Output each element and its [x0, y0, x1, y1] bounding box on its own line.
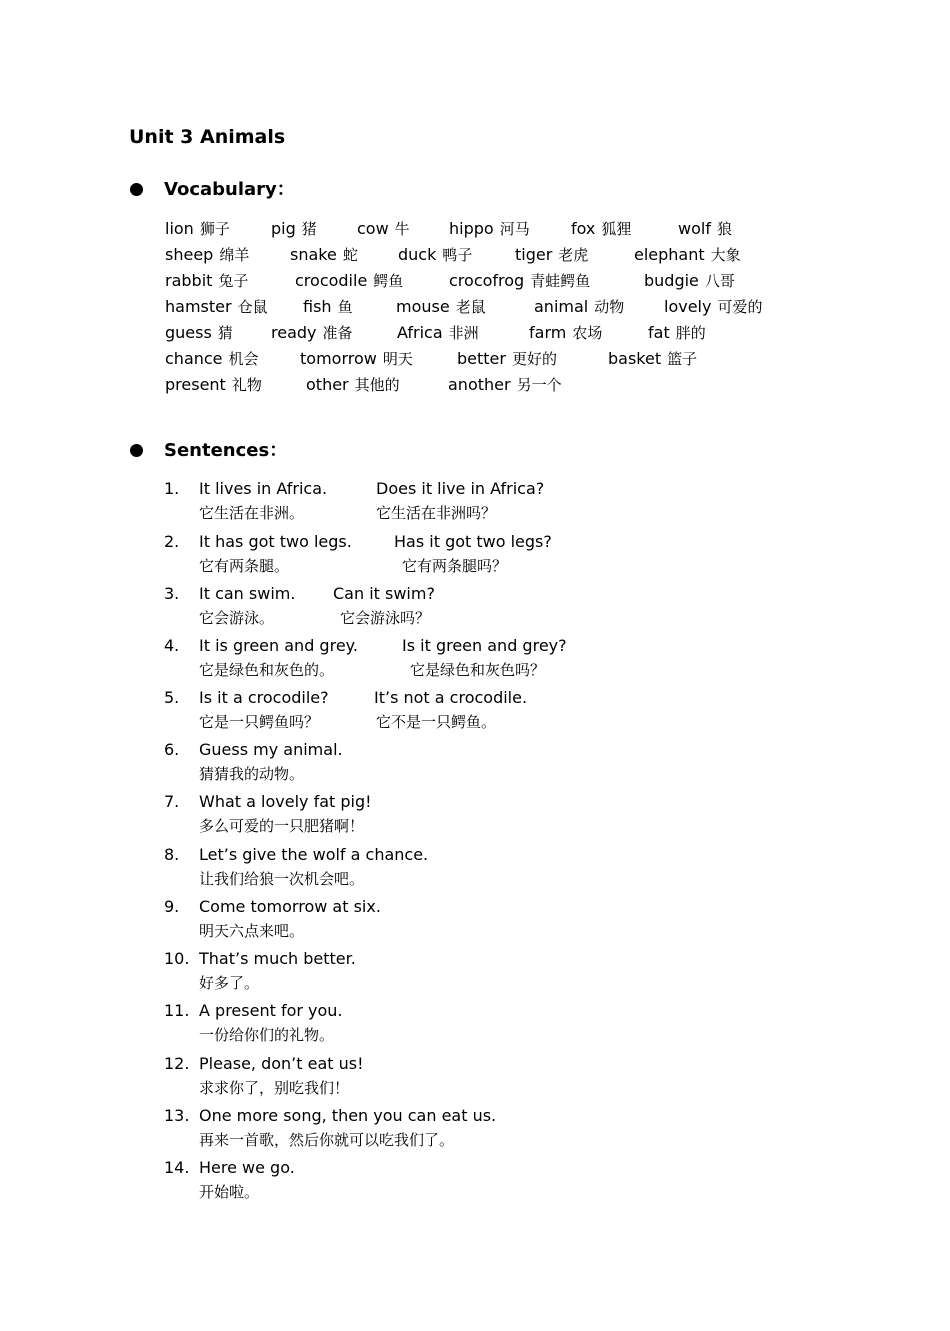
- vocab-en: lovely: [664, 297, 712, 316]
- sentence-en: It is green and grey.: [199, 636, 358, 655]
- sentence-number: 4.: [164, 636, 180, 655]
- vocab-zh: 准备: [322, 324, 353, 342]
- vocab-zh: 鸭子: [442, 246, 473, 264]
- vocab-item: [165, 347, 259, 371]
- vocab-zh: 狐狸: [601, 220, 632, 238]
- sentence-cn-question: 它有两条腿吗？: [402, 557, 508, 575]
- sentence-number: 1.: [164, 479, 180, 498]
- sentence-cn-question: 它不是一只鳄鱼。: [376, 713, 497, 731]
- vocab-item: [457, 347, 557, 371]
- vocab-en: other: [306, 375, 349, 394]
- vocab-en: pig: [271, 219, 296, 238]
- vocab-zh: 胖的: [675, 324, 706, 342]
- vocab-en: rabbit: [165, 271, 213, 290]
- sentence-cn: 一份给你们的礼物。: [199, 1026, 335, 1044]
- vocab-item: [678, 217, 732, 241]
- sentence-number: 14.: [164, 1158, 190, 1177]
- sentences-heading: Sentences：: [164, 440, 288, 461]
- vocab-item: [271, 321, 353, 345]
- vocab-zh: 农场: [572, 324, 603, 342]
- sentence-en-question: Is it green and grey?: [402, 636, 567, 655]
- vocab-zh: 更好的: [511, 350, 557, 368]
- vocab-en: crocofrog: [449, 271, 525, 290]
- sentence-cn: 它会游泳。: [199, 609, 275, 627]
- vocab-item: [396, 295, 486, 319]
- vocab-item: [290, 243, 358, 267]
- vocab-zh: 仓鼠: [237, 298, 268, 316]
- sentence-number: 5.: [164, 688, 180, 707]
- vocab-en: lion: [165, 219, 194, 238]
- vocab-en: duck: [398, 245, 437, 264]
- sentence-en: Please, don’t eat us!: [199, 1054, 364, 1073]
- vocab-zh: 八哥: [704, 272, 735, 290]
- sentence-en-question: Does it live in Africa?: [376, 479, 545, 498]
- vocab-item: [398, 243, 472, 267]
- vocab-item: [571, 217, 631, 241]
- vocab-zh: 蛇: [342, 246, 358, 264]
- vocab-zh: 篮子: [667, 350, 698, 368]
- sentence-number: 3.: [164, 584, 180, 603]
- vocab-item: [303, 295, 353, 319]
- vocab-en: hamster: [165, 297, 232, 316]
- sentence-en: That’s much better.: [199, 949, 356, 968]
- sentence-en: It can swim.: [199, 584, 296, 603]
- vocab-en: basket: [608, 349, 662, 368]
- vocab-item: [448, 373, 562, 397]
- vocab-item: [295, 269, 403, 293]
- vocab-en: sheep: [165, 245, 214, 264]
- sentence-en-question: Has it got two legs?: [394, 532, 552, 551]
- vocab-zh: 明天: [382, 350, 413, 368]
- vocabulary-heading: Vocabulary：: [164, 179, 295, 200]
- vocab-zh: 机会: [228, 350, 259, 368]
- vocab-en: chance: [165, 349, 223, 368]
- sentence-number: 13.: [164, 1106, 190, 1125]
- sentence-number: 6.: [164, 740, 180, 759]
- vocab-item: [306, 373, 400, 397]
- sentence-cn: 猜猜我的动物。: [199, 765, 305, 783]
- sentence-cn: 它是一只鳄鱼吗？: [199, 713, 320, 731]
- sentence-en-question: Can it swim?: [333, 584, 435, 603]
- vocab-item: [165, 321, 233, 345]
- vocab-zh: 鳄鱼: [373, 272, 404, 290]
- vocab-zh: 其他的: [354, 376, 400, 394]
- sentence-en: A present for you.: [199, 1001, 343, 1020]
- vocab-item: [515, 243, 588, 267]
- sentence-number: 9.: [164, 897, 180, 916]
- vocab-item: [534, 295, 624, 319]
- vocab-en: cow: [357, 219, 389, 238]
- vocab-item: [300, 347, 413, 371]
- vocab-item: [271, 217, 317, 241]
- vocab-item: [608, 347, 697, 371]
- vocab-item: [397, 321, 479, 345]
- vocab-item: [529, 321, 602, 345]
- vocab-zh: 猪: [301, 220, 317, 238]
- sentence-en: It lives in Africa.: [199, 479, 328, 498]
- sentence-en: It has got two legs.: [199, 532, 352, 551]
- vocab-item: [165, 295, 268, 319]
- vocab-zh: 老鼠: [455, 298, 486, 316]
- sentence-en: Guess my animal.: [199, 740, 343, 759]
- sentence-number: 10.: [164, 949, 190, 968]
- vocab-zh: 老虎: [558, 246, 589, 264]
- page-title: Unit 3 Animals: [129, 126, 286, 148]
- vocab-item: [644, 269, 735, 293]
- vocab-zh: 鱼: [337, 298, 353, 316]
- vocab-en: farm: [529, 323, 567, 342]
- vocab-zh: 另一个: [516, 376, 562, 394]
- sentence-cn: 它是绿色和灰色的。: [199, 661, 335, 679]
- vocab-zh: 动物: [594, 298, 625, 316]
- vocab-item: [634, 243, 741, 267]
- vocab-zh: 狮子: [199, 220, 230, 238]
- vocab-zh: 狼: [716, 220, 732, 238]
- bullet-icon: [130, 183, 143, 196]
- sentence-en: Let’s give the wolf a chance.: [199, 845, 429, 864]
- vocab-zh: 礼物: [231, 376, 262, 394]
- sentence-cn: 开始啦。: [199, 1183, 260, 1201]
- sentence-en: Here we go.: [199, 1158, 295, 1177]
- vocab-zh: 大象: [710, 246, 741, 264]
- sentence-cn: 再来一首歌，然后你就可以吃我们了。: [199, 1131, 455, 1149]
- sentence-cn: 求求你了，别吃我们！: [199, 1079, 350, 1097]
- vocab-en: snake: [290, 245, 337, 264]
- vocab-en: hippo: [449, 219, 494, 238]
- vocab-en: elephant: [634, 245, 705, 264]
- vocab-en: guess: [165, 323, 212, 342]
- sentence-en: What a lovely fat pig!: [199, 792, 372, 811]
- sentence-number: 7.: [164, 792, 180, 811]
- sentence-cn: 它生活在非洲。: [199, 504, 305, 522]
- vocab-item: [357, 217, 410, 241]
- vocab-zh: 兔子: [218, 272, 249, 290]
- vocab-item: [648, 321, 706, 345]
- vocab-zh: 猜: [217, 324, 233, 342]
- sentence-en-question: It’s not a crocodile.: [374, 688, 528, 707]
- sentence-en: One more song, then you can eat us.: [199, 1106, 497, 1125]
- vocab-en: tiger: [515, 245, 553, 264]
- vocab-en: budgie: [644, 271, 699, 290]
- vocab-item: [165, 269, 248, 293]
- sentence-cn: 多么可爱的一只肥猪啊！: [199, 817, 365, 835]
- sentence-cn: 明天六点来吧。: [199, 922, 305, 940]
- sentence-number: 8.: [164, 845, 180, 864]
- sentence-cn-question: 它生活在非洲吗？: [376, 504, 497, 522]
- vocab-zh: 非洲: [448, 324, 479, 342]
- vocab-item: [664, 295, 762, 319]
- sentence-cn: 它有两条腿。: [199, 557, 290, 575]
- vocab-en: fish: [303, 297, 332, 316]
- vocab-zh: 河马: [499, 220, 530, 238]
- vocab-en: another: [448, 375, 511, 394]
- vocab-en: fox: [571, 219, 596, 238]
- vocab-en: wolf: [678, 219, 711, 238]
- vocab-item: [449, 217, 530, 241]
- sentence-number: 12.: [164, 1054, 190, 1073]
- sentence-cn-question: 它会游泳吗？: [340, 609, 431, 627]
- vocab-en: animal: [534, 297, 589, 316]
- bullet-icon: [130, 444, 143, 457]
- vocab-item: [165, 217, 230, 241]
- sentence-number: 2.: [164, 532, 180, 551]
- sentence-cn: 让我们给狼一次机会吧。: [199, 870, 365, 888]
- vocab-item: [165, 373, 262, 397]
- sentence-cn-question: 它是绿色和灰色吗？: [410, 661, 546, 679]
- vocab-en: fat: [648, 323, 670, 342]
- vocab-zh: 绵羊: [219, 246, 250, 264]
- vocab-en: tomorrow: [300, 349, 377, 368]
- vocab-en: mouse: [396, 297, 450, 316]
- vocab-zh: 青蛙鳄鱼: [530, 272, 591, 290]
- vocab-en: crocodile: [295, 271, 368, 290]
- sentence-en: Come tomorrow at six.: [199, 897, 381, 916]
- vocab-item: [165, 243, 249, 267]
- vocab-zh: 牛: [394, 220, 410, 238]
- vocab-zh: 可爱的: [717, 298, 763, 316]
- vocab-en: ready: [271, 323, 317, 342]
- vocab-item: [449, 269, 590, 293]
- vocab-en: Africa: [397, 323, 443, 342]
- sentence-en: Is it a crocodile?: [199, 688, 329, 707]
- vocab-en: better: [457, 349, 506, 368]
- sentence-number: 11.: [164, 1001, 190, 1020]
- sentence-cn: 好多了。: [199, 974, 260, 992]
- vocab-en: present: [165, 375, 226, 394]
